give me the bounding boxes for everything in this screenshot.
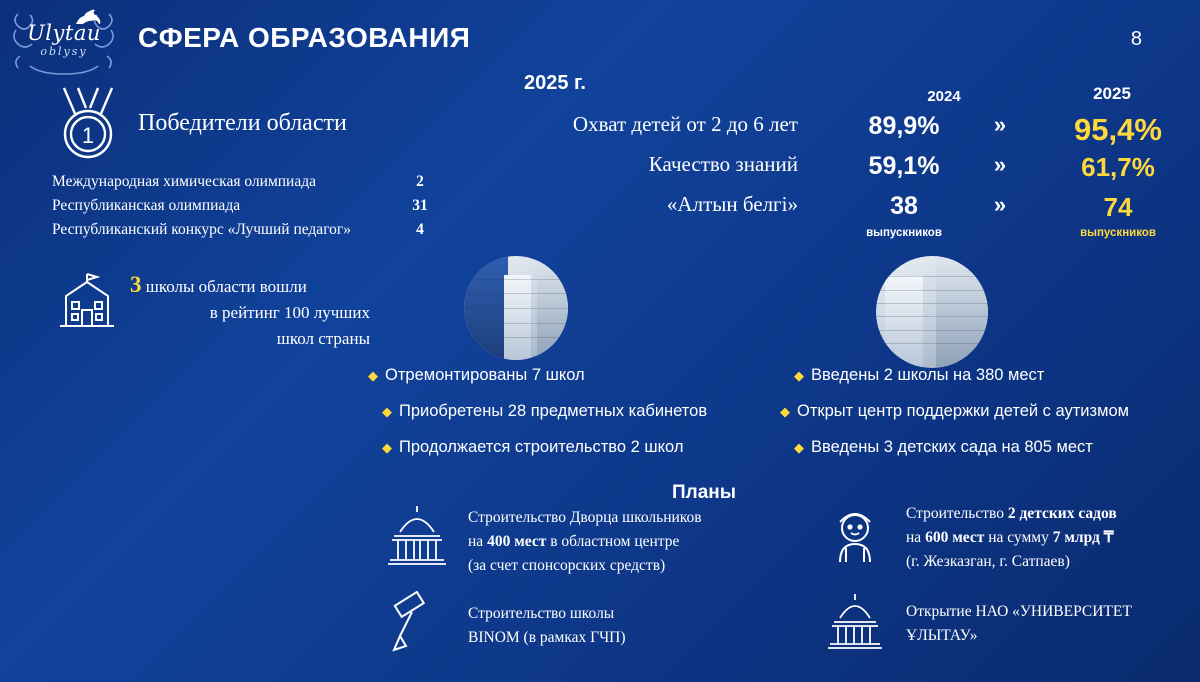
rating-line2: в рейтинг 100 лучших (209, 303, 370, 322)
list-item (52, 218, 442, 242)
stat-value-2025: 61,7% (1081, 152, 1155, 182)
list-item (794, 366, 1200, 386)
diamond-bullet-icon: ◆ (368, 368, 378, 383)
bullet-text: Продолжается строительство 2 школ (399, 438, 684, 456)
stat-sub-2025: выпускников (1080, 227, 1156, 239)
list-item (794, 438, 1200, 458)
plan-line1-pre: Строительство (906, 505, 1008, 522)
bullet-text: Приобретены 28 предметных кабинетов (399, 402, 708, 420)
winner-value: 4 (416, 221, 424, 238)
winners-list (52, 170, 442, 242)
plan-line2-pre: на (906, 529, 926, 546)
plan-line3: (г. Жезказган, г. Сатпаев) (906, 553, 1070, 570)
plan-item (380, 590, 780, 656)
plan-line1: Строительство Дворца школьников (468, 509, 702, 526)
bullet-text: Введены 3 детских сада на 805 мест (811, 438, 1093, 456)
diamond-bullet-icon: ◆ (794, 368, 804, 383)
plan-line2-post: в областном центре (546, 533, 680, 550)
achievements-right (780, 366, 1200, 474)
paint-roller-icon (380, 590, 454, 656)
arrow-icon: » (993, 192, 1007, 217)
plan-line2-bold: 600 мест (925, 529, 985, 546)
achievements-left (368, 366, 788, 474)
rating-number: 3 (130, 272, 142, 297)
stat-row (500, 152, 1190, 188)
stats-column-2024: 2024 (927, 88, 961, 105)
stat-name: Охват детей от 2 до 6 лет (572, 112, 798, 136)
arrow-icon: » (993, 152, 1007, 177)
stat-value-2024: 38 (890, 192, 918, 220)
plan-text (906, 600, 1132, 648)
rating-line3: школ страны (276, 329, 370, 348)
plan-item (818, 588, 1200, 654)
list-item (382, 438, 788, 458)
rating-line1: школы области вошли (145, 277, 307, 296)
medal-icon (52, 86, 124, 162)
school-photo-right (876, 256, 988, 368)
plan-line1-bold: 2 детских садов (1007, 505, 1117, 522)
plan-text (468, 506, 702, 578)
rating-text (130, 272, 370, 352)
plan-line2: ҰЛЫТАУ» (906, 627, 978, 644)
stat-row (500, 112, 1190, 148)
school-building-icon (52, 268, 122, 334)
plan-line2-mid: на сумму (984, 529, 1053, 546)
winner-label: Республиканский конкурс «Лучший педагог» (52, 221, 352, 238)
stat-value-2025: 74 (1103, 192, 1133, 222)
palace-icon (380, 502, 454, 568)
plan-item (380, 502, 780, 578)
stat-name: Качество знаний (648, 152, 798, 176)
plan-line2-bold: 400 мест (487, 533, 547, 550)
stat-row (500, 192, 1190, 228)
winner-value: 31 (412, 197, 428, 214)
stat-value-2024: 89,9% (868, 112, 940, 140)
plan-line3: (за счет спонсорских средств) (468, 557, 666, 574)
diamond-bullet-icon: ◆ (382, 404, 392, 419)
winner-label: Республиканская олимпиада (52, 197, 241, 214)
university-icon (818, 588, 892, 654)
plans-heading: Планы (672, 482, 736, 503)
logo (8, 4, 120, 76)
list-item (780, 402, 1200, 422)
list-item (52, 170, 442, 194)
plan-line2: BINOM (в рамках ГЧП) (468, 629, 626, 646)
slide-header (0, 0, 1200, 78)
plan-line1: Открытие НАО «УНИВЕРСИТЕТ (906, 603, 1132, 620)
bullet-text: Введены 2 школы на 380 мест (811, 366, 1045, 384)
bullet-text: Открыт центр поддержки детей с аутизмом (797, 402, 1129, 420)
winner-label: Международная химическая олимпиада (52, 173, 316, 190)
stat-value-2024: 59,1% (868, 152, 940, 180)
stats-year-label: 2025 г. (524, 72, 586, 94)
child-icon (818, 500, 892, 566)
page-title: СФЕРА ОБРАЗОВАНИЯ (138, 22, 471, 53)
diamond-bullet-icon: ◆ (794, 440, 804, 455)
plan-text (906, 502, 1117, 574)
list-item (52, 194, 442, 218)
list-item (382, 402, 788, 422)
stat-value-2025: 95,4% (1074, 112, 1162, 147)
stat-name: «Алтын белгі» (666, 192, 798, 216)
stat-sub-2024: выпускников (866, 227, 942, 239)
bullet-text: Отремонтированы 7 школ (385, 366, 585, 384)
stats-column-2025: 2025 (1093, 84, 1131, 103)
diamond-bullet-icon: ◆ (780, 404, 790, 419)
arrow-icon: » (993, 112, 1007, 137)
plan-line2-bold2: 7 млрд ₸ (1052, 529, 1114, 546)
winner-value: 2 (416, 173, 424, 190)
list-item (368, 366, 788, 386)
diamond-bullet-icon: ◆ (382, 440, 392, 455)
plan-text (468, 602, 626, 650)
logo-subtitle: oblysy (40, 45, 88, 58)
school-photo-left (464, 256, 568, 360)
plan-item (818, 500, 1200, 574)
page-number: 8 (1130, 28, 1142, 50)
logo-title: Ulytau (27, 21, 101, 45)
plan-line1: Строительство школы (468, 605, 615, 622)
winners-heading: Победители области (138, 110, 347, 136)
svg-text:1: 1 (81, 123, 95, 148)
plan-line2-pre: на (468, 533, 488, 550)
